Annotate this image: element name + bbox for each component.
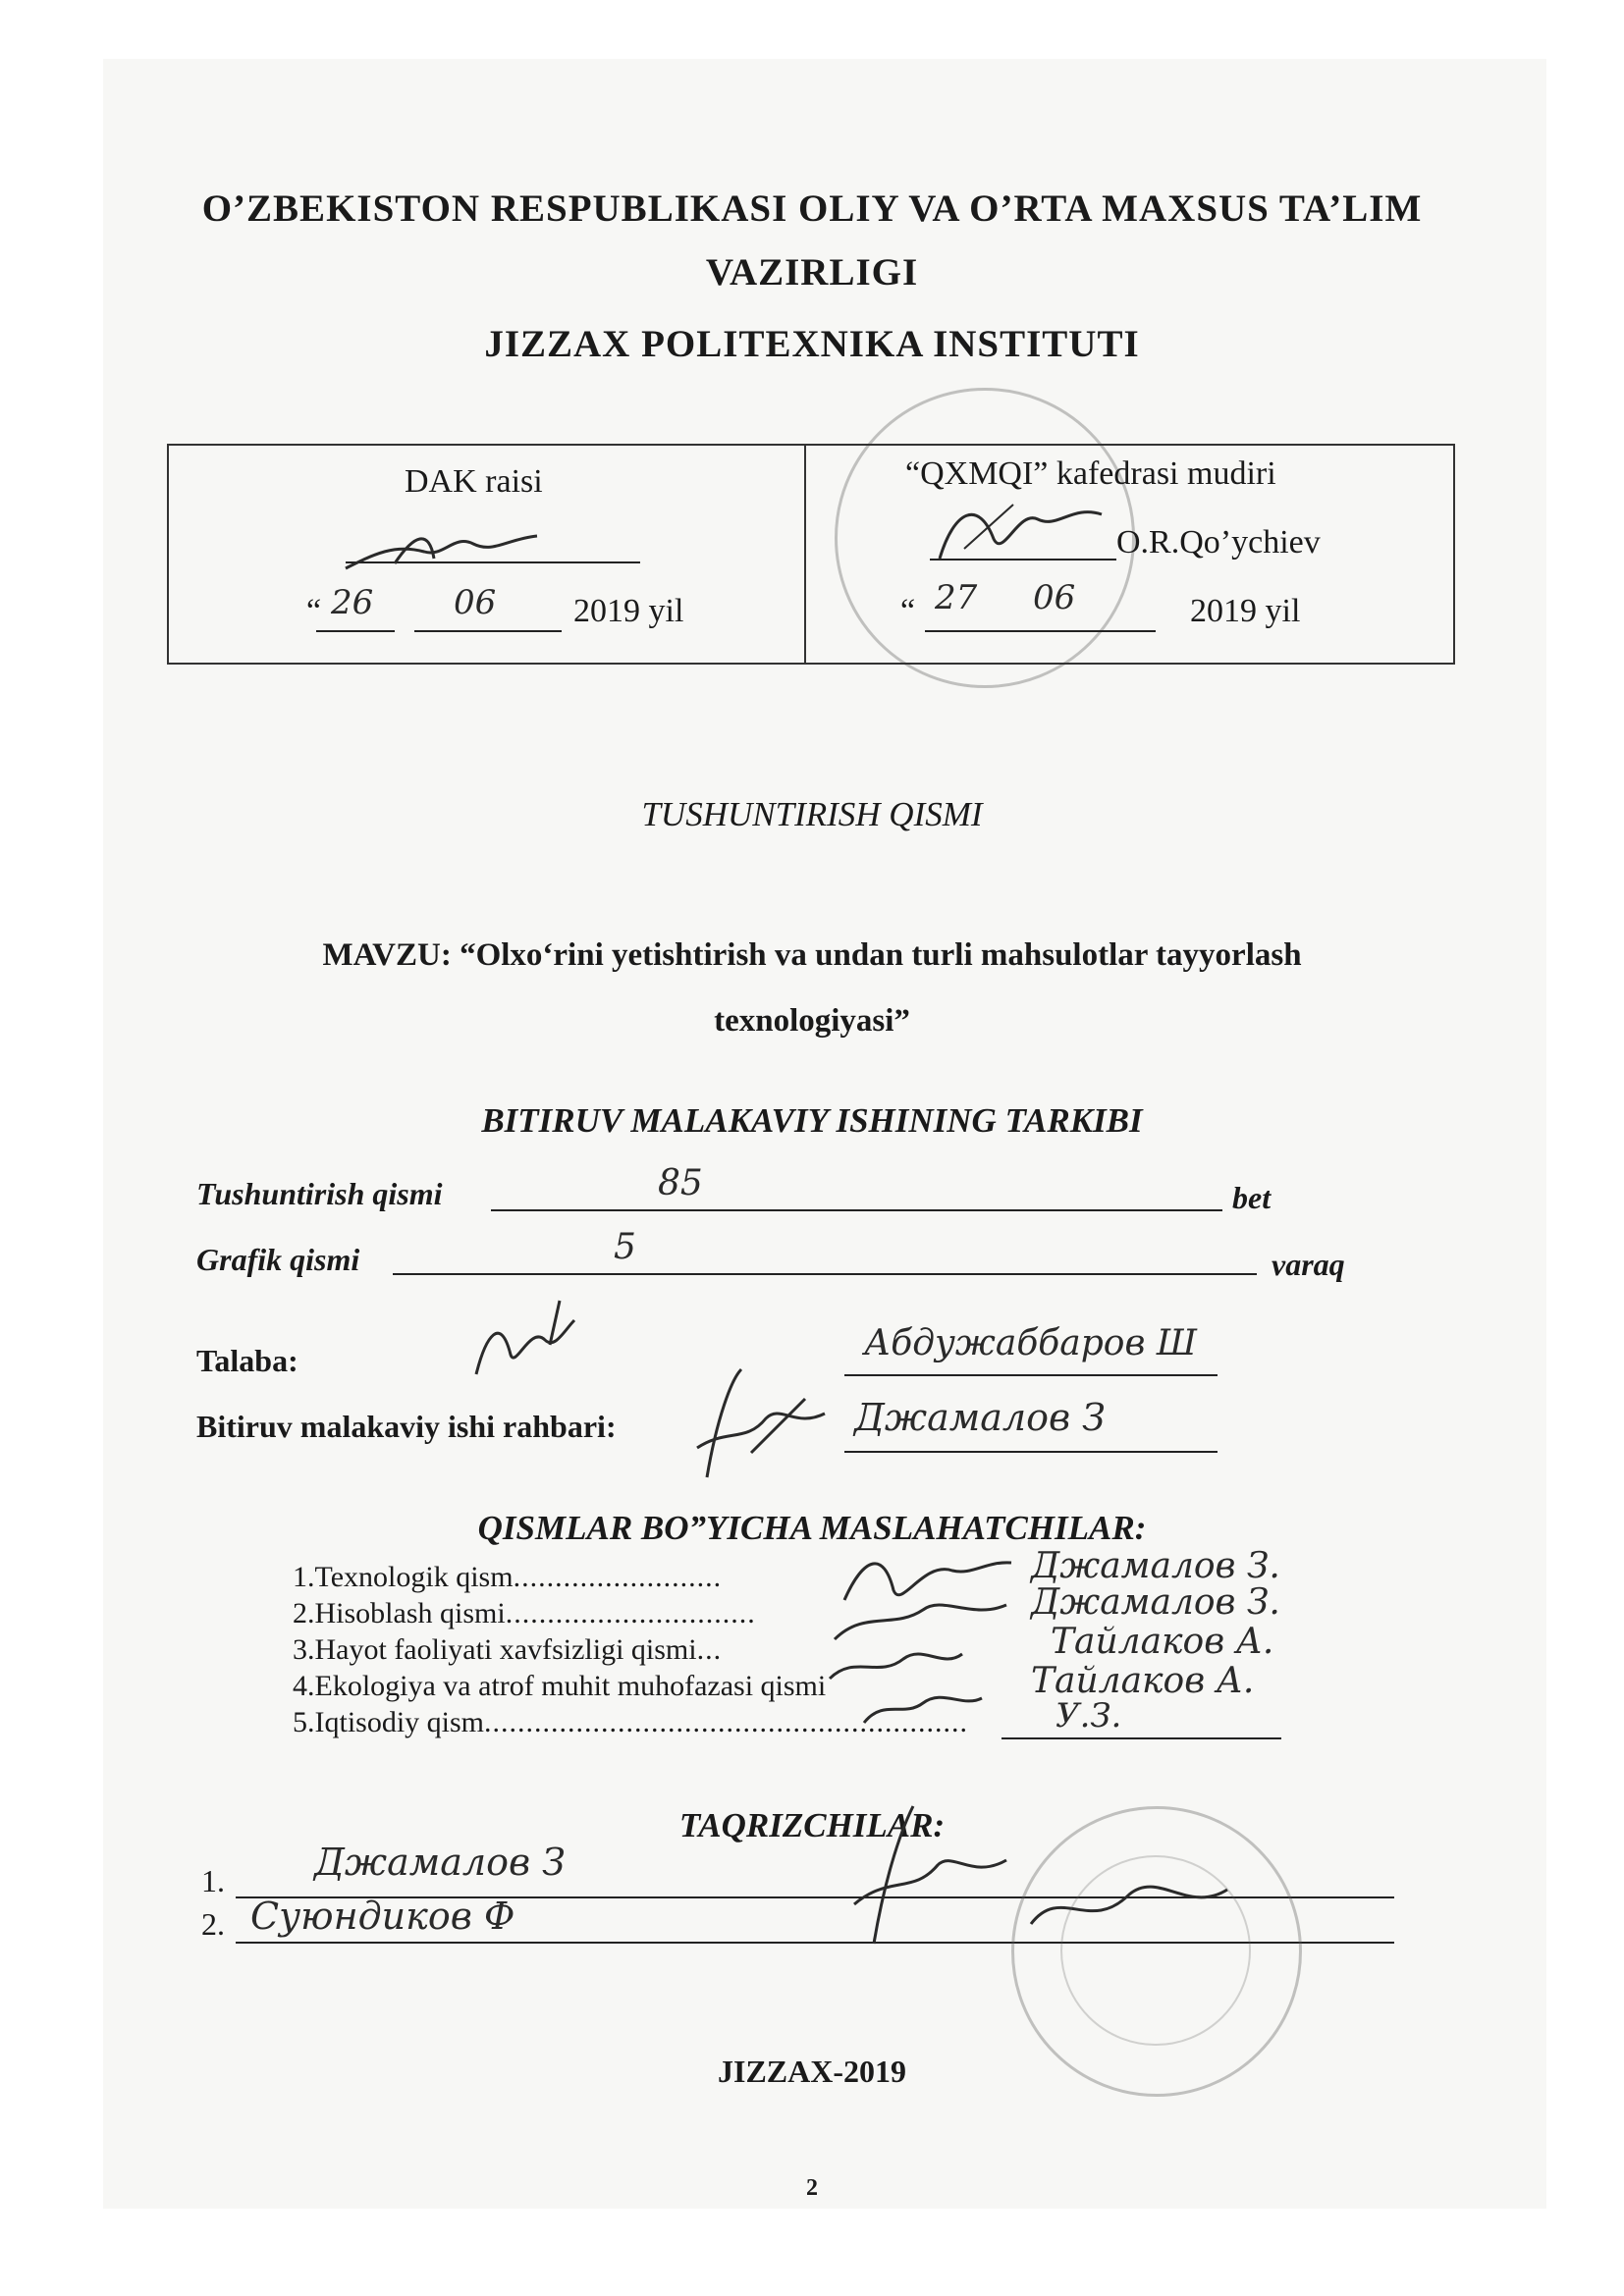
reviewer-name-2: Суюндиков Ф	[250, 1895, 515, 1938]
consultant-label: 3.Hayot faoliyati xavfsizligi qismi	[293, 1633, 697, 1666]
explanatory-label: Tushuntirish qismi	[196, 1176, 443, 1211]
consultants-title: QISMLAR BO”YICHA MASLAHATCHILAR:	[477, 1509, 1147, 1547]
explanatory-value: 85	[658, 1163, 703, 1203]
reviewers-title: TAQRIZCHILAR:	[678, 1806, 946, 1844]
dept-quote-mark: “	[900, 593, 916, 629]
institute-heading: JIZZAX POLITEXNIKA INSTITUTI	[484, 323, 1140, 365]
dept-year: 2019 yil	[1190, 593, 1301, 629]
supervisor-name-line	[844, 1451, 1218, 1453]
graphic-value: 5	[614, 1227, 636, 1267]
consultant-item-technological	[293, 1561, 722, 1594]
composition-title: BITIRUV MALAKAVIY ISHINING TARKIBI	[481, 1101, 1143, 1140]
student-label: Talaba:	[196, 1343, 298, 1378]
consultant-label: 4.Ekologiya va atrof muhit muhofazasi qismi	[293, 1670, 827, 1702]
explanatory-unit: bet	[1232, 1180, 1272, 1215]
consultant-item-ecology	[293, 1670, 826, 1703]
student-signature	[461, 1296, 589, 1384]
approval-divider	[804, 446, 806, 663]
department-head-title: “QXMQI” kafedrasi mudiri	[905, 455, 1276, 492]
dak-day-line	[316, 630, 395, 632]
reviewer-number-2: 2.	[201, 1906, 225, 1942]
dak-quote-mark: “	[306, 593, 322, 629]
dak-month-line	[414, 630, 562, 632]
section-title: TUSHUNTIRISH QISMI	[641, 795, 983, 833]
department-head-signature	[925, 490, 1111, 568]
topic-line1: MAVZU: “Olxo‘rini yetishtirish va undan turli mahsulotlar tayyorlash	[322, 937, 1302, 973]
approval-table	[167, 444, 1455, 665]
supervisor-signature	[677, 1360, 835, 1487]
consultant-name-5: У.З.	[1056, 1696, 1122, 1735]
consultant-label: 1.Texnologik qism	[293, 1561, 514, 1593]
ministry-heading-line1: O’ZBEKISTON RESPUBLIKASI OLIY VA O’RTA MAXSUS TA’LIM	[201, 187, 1423, 230]
supervisor-name: Джамалов З	[854, 1396, 1106, 1439]
student-name: Абдужаббаров Ш	[864, 1323, 1197, 1363]
explanatory-line	[491, 1209, 1222, 1211]
topic-line2: texnologiyasi”	[714, 1003, 910, 1039]
dot-leader: ..........................................................	[484, 1706, 969, 1738]
dot-leader: .........................	[513, 1561, 723, 1593]
consultant-label: 5.Iqtisodiy qism	[293, 1706, 485, 1738]
consultant-item-safety	[293, 1633, 722, 1667]
consultant-name-2: Джамалов З.	[1031, 1582, 1280, 1623]
dak-date-day: 26	[331, 583, 374, 622]
dept-date-month: 06	[1033, 578, 1076, 617]
consultant-name-3: Тайлаков А.	[1051, 1622, 1274, 1662]
page-number: 2	[806, 2175, 818, 2201]
graphic-unit: varaq	[1272, 1247, 1345, 1282]
reviewer-name-1: Джамалов З	[314, 1841, 566, 1884]
dak-chair-title: DAK raisi	[405, 463, 543, 500]
student-name-line	[844, 1374, 1218, 1376]
footer-city-year: JIZZAX-2019	[717, 2054, 906, 2089]
dept-date-line	[925, 630, 1156, 632]
dot-leader: ..............................	[505, 1597, 756, 1629]
consultant-item-calculation	[293, 1597, 756, 1630]
supervisor-label: Bitiruv malakaviy ishi rahbari:	[196, 1409, 617, 1444]
dept-date-day: 27	[935, 578, 978, 617]
dak-date-month: 06	[454, 583, 497, 622]
consultant-name-4: Тайлаков А.	[1031, 1661, 1255, 1701]
consultant-label: 2.Hisoblash qismi	[293, 1597, 506, 1629]
dot-leader: ...	[696, 1633, 723, 1666]
consultant-name-1: Джамалов З.	[1031, 1546, 1280, 1586]
graphic-line	[393, 1273, 1257, 1275]
dak-year: 2019 yil	[573, 593, 684, 629]
department-head-name: O.R.Qo’ychiev	[1116, 524, 1321, 561]
consultant-signatures	[825, 1541, 1021, 1737]
consultant-5-line	[1001, 1737, 1281, 1739]
reviewer-number-1: 1.	[201, 1863, 225, 1898]
institute-stamp-inner-ring	[1060, 1855, 1251, 2046]
graphic-label: Grafik qismi	[196, 1242, 360, 1277]
ministry-heading-line2: VAZIRLIGI	[705, 251, 919, 294]
dak-signature	[336, 514, 552, 583]
